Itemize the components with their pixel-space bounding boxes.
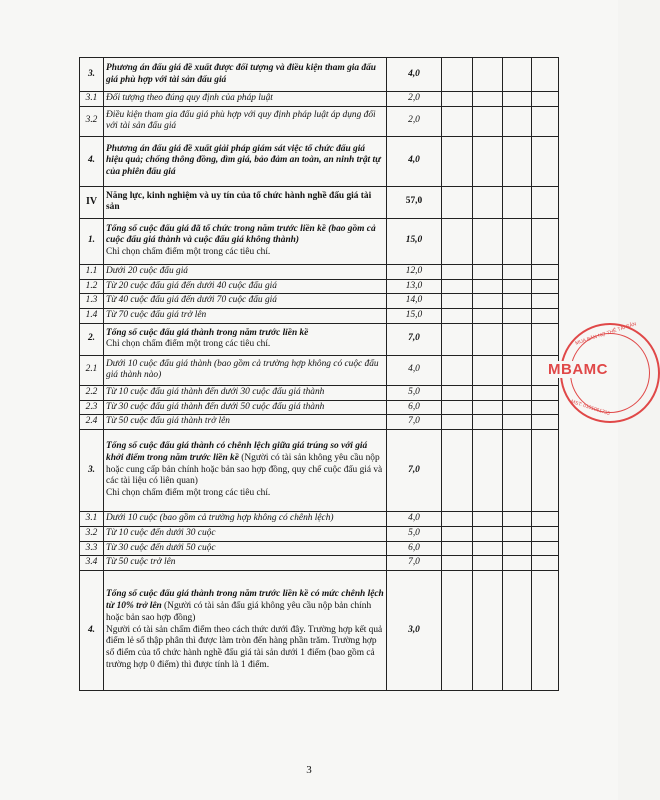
- empty-cell: [503, 264, 532, 279]
- table-row: [80, 415, 559, 430]
- row-number: 1.3: [80, 294, 104, 309]
- empty-cell: [503, 136, 532, 186]
- row-content-cell: [104, 430, 387, 512]
- row-number: 1.: [80, 218, 104, 264]
- empty-cell: [503, 526, 532, 541]
- empty-cell: [532, 323, 559, 355]
- stamp-logo-text: MBAMC: [548, 361, 608, 378]
- row-content: Từ 40 cuộc đấu giá đến dưới 70 cuộc đấu giá: [104, 294, 387, 309]
- empty-cell: [473, 136, 503, 186]
- row-number: 1.2: [80, 279, 104, 294]
- empty-cell: [503, 541, 532, 556]
- row-content-cell: [104, 323, 387, 355]
- table-row: [80, 264, 559, 279]
- empty-cell: [442, 385, 473, 400]
- empty-cell: [442, 136, 473, 186]
- table-row: [80, 279, 559, 294]
- empty-cell: [473, 106, 503, 136]
- table-row: [80, 556, 559, 571]
- row-content: Từ 30 cuộc đến dưới 50 cuộc: [104, 541, 387, 556]
- table-row: [80, 430, 559, 512]
- row-score: 6,0: [387, 400, 442, 415]
- row-content-heading: Tổng số cuộc đấu giá đã tổ chức trong năm trước liền kề (bao gồm cả cuộc đấu giá thành và cuộc đấu giá không thành): [106, 223, 376, 246]
- empty-cell: [532, 106, 559, 136]
- row-score: 15,0: [387, 218, 442, 264]
- row-number: 2.1: [80, 355, 104, 385]
- table-row: [80, 355, 559, 385]
- row-score: 5,0: [387, 385, 442, 400]
- row-content: Từ 20 cuộc đấu giá đến dưới 40 cuộc đấu giá: [104, 279, 387, 294]
- row-content-heading: Tổng số cuộc đấu giá thành trong năm trước liền kề có mức chênh lệch từ 10% trở lên: [106, 589, 384, 612]
- empty-cell: [503, 556, 532, 571]
- empty-cell: [503, 58, 532, 92]
- row-number: 2.: [80, 323, 104, 355]
- table-row: [80, 58, 559, 92]
- empty-cell: [532, 136, 559, 186]
- row-content-rest: (Người có tài sản không yêu cầu nộp hoặc cung cấp bản chính hoặc bản sao hợp đồng, quy chế cuộc đấu giá và các tài liệu có liên quan): [106, 452, 383, 487]
- empty-cell: [442, 92, 473, 107]
- empty-cell: [442, 264, 473, 279]
- empty-cell: [442, 294, 473, 309]
- row-score: 4,0: [387, 355, 442, 385]
- empty-cell: [442, 218, 473, 264]
- empty-cell: [473, 556, 503, 571]
- empty-cell: [503, 279, 532, 294]
- table-row: [80, 218, 559, 264]
- table-row: [80, 541, 559, 556]
- company-stamp: [548, 321, 660, 423]
- table-row: [80, 571, 559, 691]
- empty-cell: [442, 309, 473, 324]
- row-number: 3.: [80, 430, 104, 512]
- row-content: Từ 50 cuộc đấu giá thành trở lên: [104, 415, 387, 430]
- row-score: 4,0: [387, 58, 442, 92]
- table-row: [80, 136, 559, 186]
- empty-cell: [473, 323, 503, 355]
- row-number: 3.2: [80, 106, 104, 136]
- row-content-cell: [104, 218, 387, 264]
- row-score: 12,0: [387, 264, 442, 279]
- row-number: 3.4: [80, 556, 104, 571]
- row-content-cell: [104, 571, 387, 691]
- empty-cell: [532, 415, 559, 430]
- empty-cell: [473, 309, 503, 324]
- empty-cell: [532, 294, 559, 309]
- row-content: Điều kiện tham gia đấu giá phù hợp với quy định pháp luật áp dụng đối với tài sản đấu giá: [104, 106, 387, 136]
- table-row: [80, 400, 559, 415]
- row-content: Phương án đấu giá đề xuất được đối tượng và điều kiện tham gia đấu giá phù hợp với tài sản đấu giá: [104, 58, 387, 92]
- table-row: [80, 323, 559, 355]
- empty-cell: [442, 415, 473, 430]
- row-score: 7,0: [387, 556, 442, 571]
- row-number: 2.2: [80, 385, 104, 400]
- empty-cell: [473, 541, 503, 556]
- empty-cell: [503, 218, 532, 264]
- row-score: 4,0: [387, 512, 442, 527]
- empty-cell: [473, 218, 503, 264]
- empty-cell: [473, 294, 503, 309]
- empty-cell: [503, 512, 532, 527]
- empty-cell: [473, 415, 503, 430]
- empty-cell: [503, 430, 532, 512]
- empty-cell: [442, 58, 473, 92]
- page-number: 3: [306, 764, 312, 776]
- row-score: 7,0: [387, 430, 442, 512]
- row-content-note: Người có tài sản chấm điểm theo cách thức dưới đây. Trường hợp kết quả điểm lẻ số thập phân thì được làm tròn đến hàng phần trăm. Trường hợp số điểm của tổ chức hành nghề đấu giá tài sản dưới 1 điểm (bao gồm cả trường hợp 0 điểm) thì được tính là 1 điểm.: [106, 624, 383, 670]
- empty-cell: [442, 430, 473, 512]
- empty-cell: [503, 385, 532, 400]
- row-score: 5,0: [387, 526, 442, 541]
- empty-cell: [532, 385, 559, 400]
- row-content: Dưới 10 cuộc đấu giá thành (bao gồm cả trường hợp không có cuộc đấu giá thành nào): [104, 355, 387, 385]
- row-number: 3.1: [80, 92, 104, 107]
- row-content: Từ 70 cuộc đấu giá trở lên: [104, 309, 387, 324]
- empty-cell: [503, 571, 532, 691]
- table-row: [80, 385, 559, 400]
- empty-cell: [532, 92, 559, 107]
- stamp-bottom-text: MST: 0101061735: [570, 398, 611, 418]
- row-number: 3.1: [80, 512, 104, 527]
- row-score: 57,0: [387, 186, 442, 218]
- table-row: [80, 512, 559, 527]
- row-content: Phương án đấu giá đề xuất giải pháp giám sát việc tổ chức đấu giá hiệu quả; chống thông đồng, dìm giá, bảo đảm an toàn, an ninh trật tự của phiên đấu giá: [104, 136, 387, 186]
- empty-cell: [473, 512, 503, 527]
- row-content-note: Chỉ chọn chấm điểm một trong các tiêu chí.: [106, 339, 271, 350]
- empty-cell: [503, 186, 532, 218]
- table-row: [80, 294, 559, 309]
- row-score: 6,0: [387, 541, 442, 556]
- empty-cell: [503, 355, 532, 385]
- empty-cell: [532, 526, 559, 541]
- row-number: 4.: [80, 571, 104, 691]
- empty-cell: [503, 294, 532, 309]
- empty-cell: [532, 541, 559, 556]
- empty-cell: [442, 355, 473, 385]
- row-content: Dưới 10 cuộc (bao gồm cả trường hợp không có chênh lệch): [104, 512, 387, 527]
- empty-cell: [532, 556, 559, 571]
- empty-cell: [442, 526, 473, 541]
- empty-cell: [503, 92, 532, 107]
- empty-cell: [473, 385, 503, 400]
- row-number: 2.4: [80, 415, 104, 430]
- row-number: IV: [80, 186, 104, 218]
- row-score: 14,0: [387, 294, 442, 309]
- row-score: 2,0: [387, 106, 442, 136]
- row-content: Từ 50 cuộc trở lên: [104, 556, 387, 571]
- empty-cell: [473, 58, 503, 92]
- row-content: Đối tượng theo đúng quy định của pháp luật: [104, 92, 387, 107]
- empty-cell: [503, 323, 532, 355]
- empty-cell: [473, 571, 503, 691]
- empty-cell: [442, 556, 473, 571]
- row-content-heading: Tổng số cuộc đấu giá thành có chênh lệch giữa giá trúng so với giá khởi điểm trong năm trước liền kề: [106, 441, 368, 463]
- empty-cell: [532, 309, 559, 324]
- empty-cell: [532, 512, 559, 527]
- row-number: 3.2: [80, 526, 104, 541]
- empty-cell: [473, 279, 503, 294]
- scoring-table: [79, 57, 559, 691]
- empty-cell: [442, 106, 473, 136]
- empty-cell: [532, 58, 559, 92]
- empty-cell: [473, 355, 503, 385]
- row-number: 1.4: [80, 309, 104, 324]
- table-row: [80, 526, 559, 541]
- empty-cell: [532, 264, 559, 279]
- empty-cell: [473, 430, 503, 512]
- row-score: 15,0: [387, 309, 442, 324]
- row-number: 4.: [80, 136, 104, 186]
- empty-cell: [532, 186, 559, 218]
- row-score: 13,0: [387, 279, 442, 294]
- table-row: [80, 186, 559, 218]
- row-score: 7,0: [387, 323, 442, 355]
- empty-cell: [532, 571, 559, 691]
- empty-cell: [473, 92, 503, 107]
- row-score: 4,0: [387, 136, 442, 186]
- row-number: 1.1: [80, 264, 104, 279]
- empty-cell: [473, 400, 503, 415]
- row-content: Dưới 20 cuộc đấu giá: [104, 264, 387, 279]
- row-number: 3.3: [80, 541, 104, 556]
- empty-cell: [532, 400, 559, 415]
- empty-cell: [442, 541, 473, 556]
- empty-cell: [532, 218, 559, 264]
- empty-cell: [503, 415, 532, 430]
- row-number: 3.: [80, 58, 104, 92]
- row-score: 3,0: [387, 571, 442, 691]
- empty-cell: [442, 186, 473, 218]
- table-row: [80, 106, 559, 136]
- row-content-note: Chỉ chọn chấm điểm một trong các tiêu chí.: [106, 247, 271, 258]
- empty-cell: [442, 323, 473, 355]
- empty-cell: [442, 571, 473, 691]
- empty-cell: [442, 279, 473, 294]
- empty-cell: [503, 309, 532, 324]
- empty-cell: [442, 512, 473, 527]
- row-content: Năng lực, kinh nghiệm và uy tín của tổ chức hành nghề đấu giá tài sản: [104, 186, 387, 218]
- empty-cell: [473, 264, 503, 279]
- row-content-note: Chỉ chọn chấm điểm một trong các tiêu chí.: [106, 488, 271, 499]
- row-score: 2,0: [387, 92, 442, 107]
- row-content: Từ 30 cuộc đấu giá thành đến dưới 50 cuộc đấu giá thành: [104, 400, 387, 415]
- row-content-rest: (Người có tài sản đấu giá không yêu cầu nộp bản chính hoặc bản sao hợp đồng): [106, 601, 372, 623]
- row-content: Từ 10 cuộc đấu giá thành đến dưới 30 cuộc đấu giá thành: [104, 385, 387, 400]
- empty-cell: [473, 186, 503, 218]
- empty-cell: [503, 106, 532, 136]
- stamp-top-text: MUA BÁN NỢ THẾ TÀI SẢN: [574, 321, 638, 347]
- empty-cell: [442, 400, 473, 415]
- table-row: [80, 309, 559, 324]
- row-score: 7,0: [387, 415, 442, 430]
- row-number: 2.3: [80, 400, 104, 415]
- empty-cell: [503, 400, 532, 415]
- table-row: [80, 92, 559, 107]
- empty-cell: [473, 526, 503, 541]
- empty-cell: [532, 430, 559, 512]
- empty-cell: [532, 279, 559, 294]
- row-content-heading: Tổng số cuộc đấu giá thành trong năm trước liền kề: [106, 327, 309, 338]
- row-content: Từ 10 cuộc đến dưới 30 cuộc: [104, 526, 387, 541]
